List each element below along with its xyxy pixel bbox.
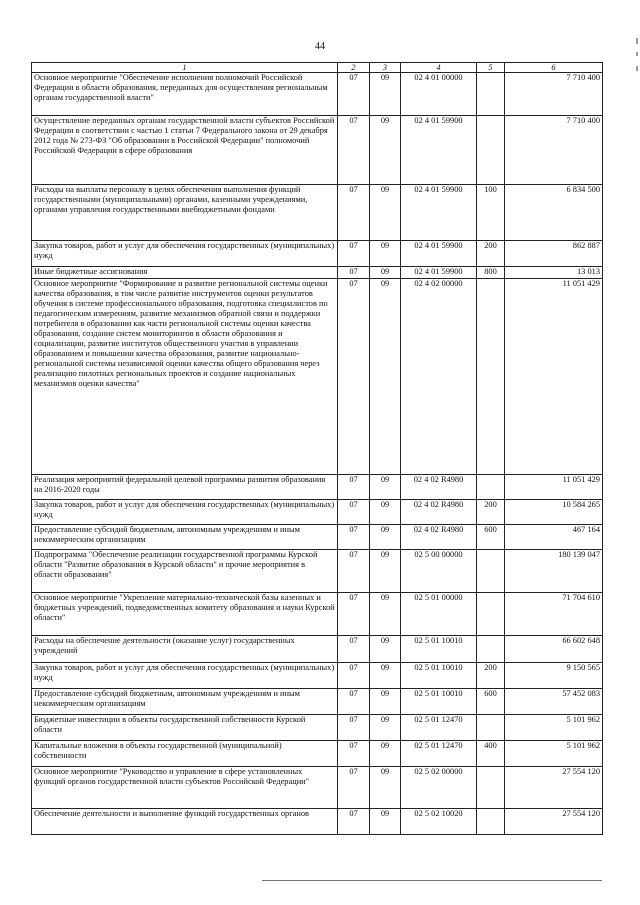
section-code: 07 (338, 550, 370, 593)
subsection-code: 09 (370, 267, 401, 279)
item-name: Закупка товаров, работ и услуг для обеспечения государственных (муниципальных) нужд (32, 500, 338, 525)
amount: 5 101 962 (505, 715, 603, 741)
target-article-code: 02 4 01 59900 (401, 241, 477, 267)
amount: 27 554 120 (505, 809, 603, 835)
expense-type-code (477, 475, 505, 500)
table-row (32, 185, 603, 241)
subsection-code: 09 (370, 73, 401, 116)
amount: 27 554 120 (505, 767, 603, 809)
section-code: 07 (338, 663, 370, 689)
target-article-code: 02 5 01 10010 (401, 663, 477, 689)
item-name: Обеспечение деятельности и выполнение функций государственных органов (32, 809, 338, 835)
subsection-code: 09 (370, 116, 401, 185)
section-code: 07 (338, 279, 370, 475)
subsection-code: 09 (370, 636, 401, 663)
subsection-code: 09 (370, 663, 401, 689)
expense-type-code (477, 593, 505, 636)
target-article-code: 02 5 01 12470 (401, 715, 477, 741)
table-row (32, 475, 603, 500)
subsection-code: 09 (370, 241, 401, 267)
expense-type-code: 600 (477, 525, 505, 550)
section-code: 07 (338, 267, 370, 279)
item-name: Реализация мероприятий федеральной целевой программы развития образования на 2016-2020 годы (32, 475, 338, 500)
amount: 467 164 (505, 525, 603, 550)
amount: 7 710 400 (505, 73, 603, 116)
amount: 71 704 610 (505, 593, 603, 636)
amount: 7 710 400 (505, 116, 603, 185)
subsection-code: 09 (370, 809, 401, 835)
subsection-code: 09 (370, 475, 401, 500)
section-code: 07 (338, 525, 370, 550)
scan-edge-mark (636, 52, 638, 56)
expense-type-code: 100 (477, 185, 505, 241)
subsection-code: 09 (370, 593, 401, 636)
section-code: 07 (338, 636, 370, 663)
item-name: Закупка товаров, работ и услуг для обеспечения государственных (муниципальных) нужд (32, 241, 338, 267)
target-article-code: 02 5 01 10010 (401, 636, 477, 663)
expense-type-code (477, 550, 505, 593)
table-row (32, 279, 603, 475)
expense-type-code: 800 (477, 267, 505, 279)
item-name: Основное мероприятие "Формирование и развитие региональной системы оценки качества образования, в том числе развитие инструментов оценки результатов обучения в системе профессионального образования, подготовка специалистов по педагогическим измерениям, развитие механизмов обратной связи и поддержки потребителя в образовании как части региональной системы оценки качества образования, создание систем мониторингов в области образования и социализации, развитие институтов общественного участия в управлении образованием и повышении качества образования, развитие национально- региональной системы независимой оценки качества общего образования через реализацию пилотных региональных проектов и создание национальных механизмов оценки качества" (32, 279, 338, 475)
expense-type-code (477, 809, 505, 835)
expense-type-code (477, 116, 505, 185)
section-code: 07 (338, 741, 370, 767)
target-article-code: 02 4 01 59900 (401, 267, 477, 279)
table-row (32, 767, 603, 809)
scan-edge-mark (636, 66, 638, 71)
table-row (32, 550, 603, 593)
budget-table (31, 62, 603, 835)
item-name: Основное мероприятие "Укрепление материально-технической базы казенных и бюджетных учреждений, подведомственных комитету образования и науки Курской области" (32, 593, 338, 636)
target-article-code: 02 5 02 00000 (401, 767, 477, 809)
section-code: 07 (338, 475, 370, 500)
item-name: Расходы на выплаты персоналу в целях обеспечения выполнения функций государственными (муниципальными) органами, казенными учреждениями, органами управления государственными внебюджетными фондами (32, 185, 338, 241)
section-code: 07 (338, 241, 370, 267)
footer-rule (262, 880, 602, 881)
amount: 862 887 (505, 241, 603, 267)
amount: 11 051 429 (505, 475, 603, 500)
subsection-code: 09 (370, 767, 401, 809)
amount: 13 013 (505, 267, 603, 279)
item-name: Бюджетные инвестиции в объекты государственной собственности Курской области (32, 715, 338, 741)
page-number: 44 (315, 41, 325, 52)
expense-type-code: 200 (477, 500, 505, 525)
section-code: 07 (338, 767, 370, 809)
table-row (32, 593, 603, 636)
table-row (32, 241, 603, 267)
item-name: Подпрограмма "Обеспечение реализации государственной программы Курской области "Развитие образования в Курской области" и прочие мероприятия в области образования" (32, 550, 338, 593)
target-article-code: 02 4 02 00000 (401, 279, 477, 475)
subsection-code: 09 (370, 689, 401, 715)
subsection-code: 09 (370, 550, 401, 593)
column-header: 1 (32, 63, 338, 73)
table-row (32, 525, 603, 550)
target-article-code: 02 5 02 10020 (401, 809, 477, 835)
expense-type-code (477, 767, 505, 809)
item-name: Основное мероприятие "Руководство и управление в сфере установленных функций органов государственной власти субъектов Российской Федерации" (32, 767, 338, 809)
table-row (32, 73, 603, 116)
item-name: Предоставление субсидий бюджетным, автономным учреждениям и иным некоммерческим организациям (32, 689, 338, 715)
expense-type-code: 200 (477, 663, 505, 689)
section-code: 07 (338, 185, 370, 241)
column-header: 6 (505, 63, 603, 73)
column-header: 5 (477, 63, 505, 73)
expense-type-code: 200 (477, 241, 505, 267)
item-name: Осуществление переданных органам государственной власти субъектов Российской Федерации в соответствии с частью 1 статьи 7 Федерального закона от 29 декабря 2012 года № 273-ФЗ "Об образовании в Российской Федерации" полномочий Российской Федерации в сфере образования (32, 116, 338, 185)
column-header: 2 (338, 63, 370, 73)
item-name: Закупка товаров, работ и услуг для обеспечения государственных (муниципальных) нужд (32, 663, 338, 689)
table-row (32, 689, 603, 715)
target-article-code: 02 4 02 R4980 (401, 475, 477, 500)
target-article-code: 02 4 01 59900 (401, 116, 477, 185)
target-article-code: 02 5 01 10010 (401, 689, 477, 715)
target-article-code: 02 5 00 00000 (401, 550, 477, 593)
target-article-code: 02 5 01 12470 (401, 741, 477, 767)
table-row (32, 116, 603, 185)
expense-type-code: 600 (477, 689, 505, 715)
section-code: 07 (338, 593, 370, 636)
amount: 6 834 500 (505, 185, 603, 241)
amount: 5 101 962 (505, 741, 603, 767)
expense-type-code (477, 636, 505, 663)
expense-type-code (477, 73, 505, 116)
amount: 66 602 648 (505, 636, 603, 663)
amount: 180 139 047 (505, 550, 603, 593)
section-code: 07 (338, 809, 370, 835)
table-row (32, 500, 603, 525)
amount: 57 452 083 (505, 689, 603, 715)
table-row (32, 809, 603, 835)
subsection-code: 09 (370, 715, 401, 741)
header-row (32, 63, 603, 73)
section-code: 07 (338, 116, 370, 185)
target-article-code: 02 4 01 00000 (401, 73, 477, 116)
expense-type-code (477, 279, 505, 475)
target-article-code: 02 4 01 59900 (401, 185, 477, 241)
subsection-code: 09 (370, 185, 401, 241)
target-article-code: 02 4 02 R4980 (401, 500, 477, 525)
item-name: Капитальные вложения в объекты государственной (муниципальной) собственности (32, 741, 338, 767)
section-code: 07 (338, 500, 370, 525)
column-header: 4 (401, 63, 477, 73)
scan-edge-mark (636, 38, 638, 44)
item-name: Расходы на обеспечение деятельности (оказание услуг) государственных учреждений (32, 636, 338, 663)
section-code: 07 (338, 689, 370, 715)
table-row (32, 741, 603, 767)
subsection-code: 09 (370, 741, 401, 767)
amount: 10 584 265 (505, 500, 603, 525)
item-name: Иные бюджетные ассигнования (32, 267, 338, 279)
table-row (32, 715, 603, 741)
expense-type-code: 400 (477, 741, 505, 767)
target-article-code: 02 4 02 R4980 (401, 525, 477, 550)
section-code: 07 (338, 715, 370, 741)
subsection-code: 09 (370, 500, 401, 525)
target-article-code: 02 5 01 00000 (401, 593, 477, 636)
subsection-code: 09 (370, 279, 401, 475)
column-header: 3 (370, 63, 401, 73)
section-code: 07 (338, 73, 370, 116)
item-name: Основное мероприятие "Обеспечение исполнения полномочий Российской Федерации в области образования, переданных для осуществления региональным органам государственной власти" (32, 73, 338, 116)
table-row (32, 663, 603, 689)
table-row (32, 636, 603, 663)
expense-type-code (477, 715, 505, 741)
amount: 11 051 429 (505, 279, 603, 475)
table-row (32, 267, 603, 279)
amount: 9 150 565 (505, 663, 603, 689)
item-name: Предоставление субсидий бюджетным, автономным учреждениям и иным некоммерческим организациям (32, 525, 338, 550)
subsection-code: 09 (370, 525, 401, 550)
